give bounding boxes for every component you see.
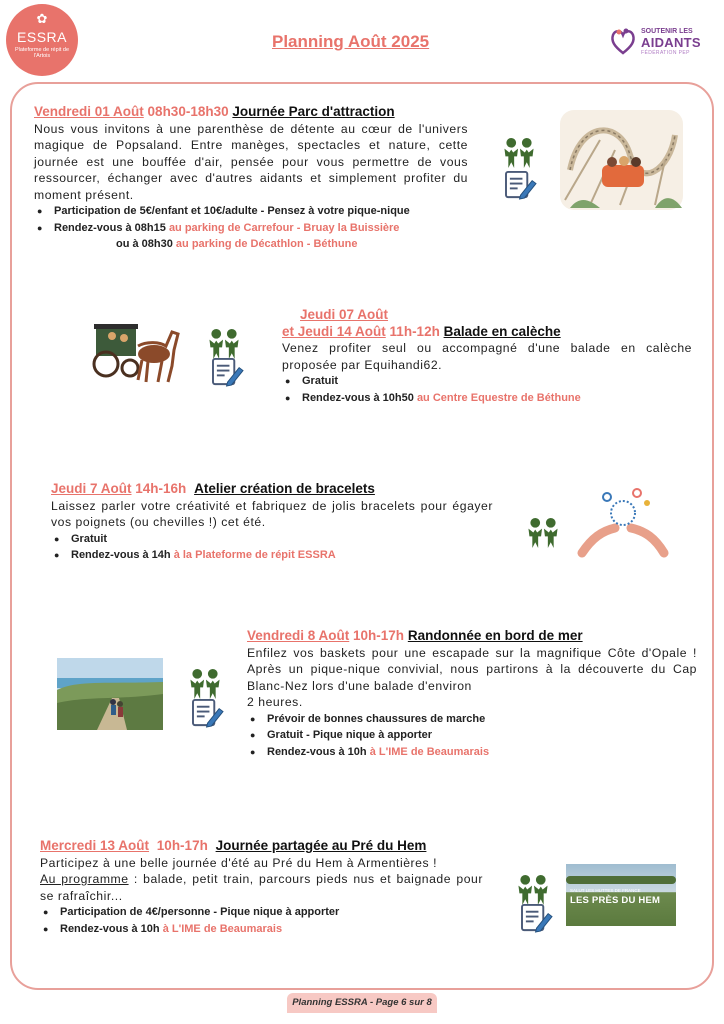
essra-logo-name: ESSRA <box>17 29 67 45</box>
registration-form-icon <box>192 698 224 728</box>
heart-people-icon <box>610 27 636 55</box>
detail-item <box>40 904 483 921</box>
bracelet-illustration <box>577 483 669 563</box>
essra-logo <box>6 4 78 76</box>
event-heading <box>51 481 493 498</box>
event-date: Jeudi 07 Août <box>300 307 389 322</box>
program-label: Au programme <box>40 872 129 886</box>
detail-item <box>34 203 468 220</box>
event-description: Nous vous invitons à une parenthèse de détente au cœur de l'univers magique de Popsaland. Entre manèges, spectacles et nature, cette journée est une bouffée d'air, pensée pour vous permettre de vous ressourcer, échanger avec d'autres aidants et simplement profiter du moment présent. <box>34 121 468 202</box>
detail-location: à la Plateforme de répit ESSRA <box>173 549 336 561</box>
coastal-hike-photo <box>57 658 163 730</box>
detail-text: Participation de 5€/enfant et 10€/adulte - Pensez à votre pique-nique <box>54 205 410 217</box>
detail-location: à L'IME de Beaumarais <box>369 745 490 758</box>
event-details <box>40 904 483 937</box>
detail-item <box>51 531 493 548</box>
detail-item <box>40 921 483 938</box>
event-description: Enfilez vos baskets pour une escapade sur la magnifique Côte d'Opale ! Après un pique-nique convivial, nous partirons à la découverte du Cap Blanc-Nez lors d'une balade d'environ <box>247 645 697 693</box>
essra-logo-subtitle: Plateforme de répit de l'Artois <box>14 47 70 59</box>
event-description: Venez profiter seul ou accompagné d'une balade en calèche proposée par Equihandi62. <box>282 341 692 372</box>
event-details <box>34 203 468 253</box>
event-heading <box>282 307 692 324</box>
detail-location: à L'IME de Beaumarais <box>162 922 283 935</box>
event-title: Journée Parc d'attraction <box>232 104 395 119</box>
detail-text: Gratuit - Pique nique à apporter <box>267 729 433 741</box>
detail-location: au Centre Equestre de Béthune <box>416 391 581 404</box>
event-time: 10h-17h <box>156 838 208 853</box>
detail-item <box>51 547 493 564</box>
detail-item <box>247 744 697 761</box>
detail-text: Gratuit <box>71 532 108 545</box>
event-section <box>34 104 468 253</box>
event-description-cont: 2 heures. <box>247 695 303 709</box>
page-title: Planning Août 2025 <box>272 32 430 51</box>
detail-item <box>247 727 697 744</box>
event-details <box>282 373 692 406</box>
event-date: Jeudi 7 Août <box>51 481 132 496</box>
event-title: Randonnée en bord de mer <box>407 628 583 643</box>
horse-carriage-illustration <box>92 316 184 390</box>
page-footer: Planning ESSRA - Page 6 sur 8 <box>287 993 437 1013</box>
event-heading <box>40 838 483 855</box>
tree-line <box>566 876 676 884</box>
event-time: 10h-17h <box>353 628 405 643</box>
event-heading <box>282 324 692 341</box>
group-people-icon <box>525 517 561 549</box>
event-date: Vendredi 01 Août <box>34 104 144 119</box>
detail-location: au parking de Carrefour - Bruay la Buissière <box>168 221 400 234</box>
partner-logo <box>610 25 720 59</box>
event-section <box>282 307 692 406</box>
event-section <box>40 838 483 937</box>
event-description: Laissez parler votre créativité et fabriquez de jolis bracelets pour égayer vos poignets (ou chevilles !) cet été. <box>51 498 493 529</box>
detail-text: Gratuit <box>302 375 339 387</box>
partner-logo-line2: AIDANTS <box>641 35 701 50</box>
registration-form-icon <box>505 170 537 200</box>
event-details <box>247 711 697 761</box>
registration-form-icon <box>212 357 244 387</box>
event-time: 14h-16h <box>135 481 187 496</box>
detail-text: Rendez-vous à 10h <box>267 745 370 758</box>
event-title: Journée partagée au Pré du Hem <box>215 838 427 853</box>
flower-icon: ✿ <box>36 11 48 26</box>
detail-item <box>34 236 468 253</box>
event-date: Mercredi 13 Août <box>40 838 150 853</box>
detail-location: au parking de Décathlon - Béthune <box>175 238 358 250</box>
photo-caption: LES PRÈS DU HEM <box>570 895 661 906</box>
detail-item <box>282 390 692 407</box>
event-details <box>51 531 493 564</box>
detail-text: Rendez-vous à 08h15 <box>54 221 169 234</box>
event-time: 08h30-18h30 <box>147 104 229 119</box>
group-people-icon <box>501 137 537 169</box>
event-heading <box>34 104 468 121</box>
detail-item <box>247 711 697 728</box>
event-date: Vendredi 8 Août <box>247 628 350 643</box>
event-section <box>51 481 493 564</box>
detail-item <box>34 220 468 237</box>
group-people-icon <box>206 328 242 360</box>
event-section <box>247 628 697 760</box>
detail-text: Prévoir de bonnes chaussures de marche <box>267 712 486 725</box>
event-date-2: et Jeudi 14 Août <box>282 323 386 339</box>
detail-text: Rendez-vous à 10h50 <box>302 391 417 404</box>
event-time: 11h-12h <box>389 323 440 339</box>
group-people-icon <box>515 874 551 906</box>
detail-item <box>282 373 692 390</box>
detail-text: Rendez-vous à 10h <box>60 922 163 935</box>
event-program <box>40 871 483 904</box>
event-description: Participez à une belle journée d'été au Pré du Hem à Armentières ! <box>40 855 438 870</box>
detail-text: Participation de 4€/personne - Pique nique à apporter <box>60 906 340 918</box>
registration-form-icon <box>521 903 553 933</box>
roller-coaster-illustration <box>560 110 683 210</box>
group-people-icon <box>187 668 223 700</box>
partner-logo-line1: SOUTENIR LES <box>641 28 693 35</box>
detail-text: Rendez-vous à 14h <box>71 549 174 561</box>
detail-text: ou à 08h30 <box>116 238 176 250</box>
event-title: Balade en calèche <box>443 323 561 339</box>
pre-du-hem-photo <box>566 864 676 926</box>
photo-caption-small: SALUT LES HUTTES DE FRANCE <box>570 888 641 893</box>
event-title: Atelier création de bracelets <box>194 481 375 496</box>
program-text: : balade, petit train, parcours pieds nus et baignade pour se rafraîchir... <box>40 872 483 903</box>
partner-logo-line3: FÉDÉRATION PEP <box>641 50 690 56</box>
event-heading <box>247 628 697 645</box>
